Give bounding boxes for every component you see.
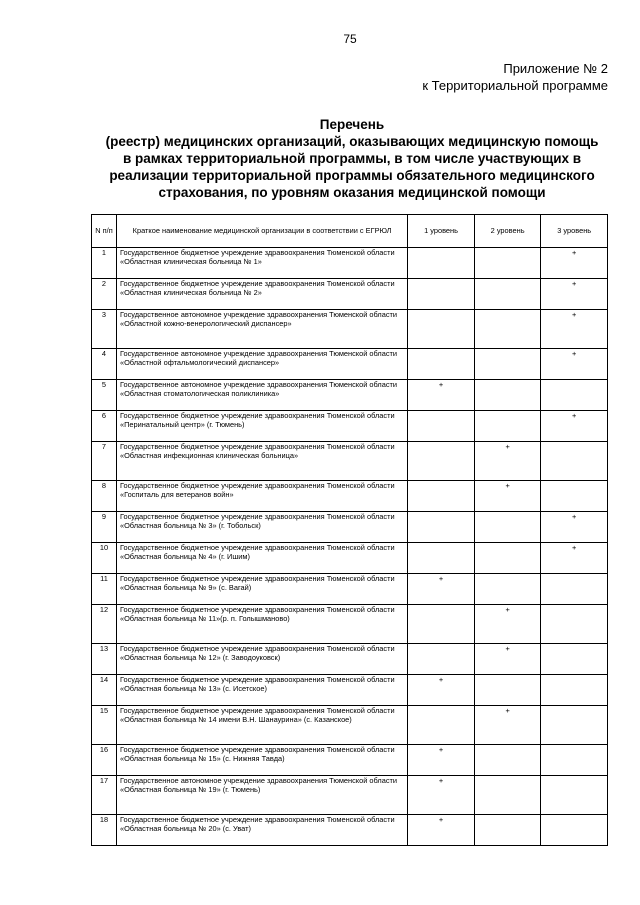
row-number: 5 bbox=[92, 380, 117, 411]
level-1-mark bbox=[408, 279, 475, 310]
table-row bbox=[92, 776, 608, 815]
level-3-mark bbox=[541, 815, 608, 846]
organization-name: Государственное автономное учреждение здравоохранения Тюменской области «Областная стоматологическая поликлиника» bbox=[116, 380, 407, 411]
level-3-mark: + bbox=[541, 349, 608, 380]
organization-name: Государственное бюджетное учреждение здравоохранения Тюменской области «Областная клиническая больница № 2» bbox=[116, 279, 407, 310]
table-row bbox=[92, 644, 608, 675]
table-row bbox=[92, 481, 608, 512]
level-2-mark: + bbox=[474, 706, 541, 745]
table-row bbox=[92, 512, 608, 543]
table-row bbox=[92, 605, 608, 644]
row-number: 2 bbox=[92, 279, 117, 310]
table-row bbox=[92, 248, 608, 279]
level-2-mark bbox=[474, 675, 541, 706]
organization-name: Государственное автономное учреждение здравоохранения Тюменской области «Областной кожно-венерологический диспансер» bbox=[116, 310, 407, 349]
level-1-mark bbox=[408, 349, 475, 380]
level-2-mark bbox=[474, 776, 541, 815]
title-line-4: реализации территориальной программы обязательного медицинского bbox=[109, 168, 595, 183]
title-line-2: (реестр) медицинских организаций, оказывающих медицинскую помощь bbox=[105, 134, 599, 149]
level-1-mark: + bbox=[408, 574, 475, 605]
level-2-mark bbox=[474, 512, 541, 543]
row-number: 16 bbox=[92, 745, 117, 776]
level-1-mark bbox=[408, 605, 475, 644]
level-2-mark: + bbox=[474, 644, 541, 675]
level-1-mark bbox=[408, 481, 475, 512]
table-row bbox=[92, 349, 608, 380]
row-number: 17 bbox=[92, 776, 117, 815]
level-1-mark bbox=[408, 248, 475, 279]
level-1-mark bbox=[408, 706, 475, 745]
table-row bbox=[92, 279, 608, 310]
row-number: 12 bbox=[92, 605, 117, 644]
table-row bbox=[92, 706, 608, 745]
level-2-mark: + bbox=[474, 481, 541, 512]
level-3-mark: + bbox=[541, 411, 608, 442]
level-3-mark bbox=[541, 706, 608, 745]
header-level-1: 1 уровень bbox=[408, 215, 475, 248]
title-line-5: страхования, по уровням оказания медицинской помощи bbox=[158, 185, 546, 200]
level-3-mark bbox=[541, 481, 608, 512]
row-number: 8 bbox=[92, 481, 117, 512]
row-number: 14 bbox=[92, 675, 117, 706]
level-3-mark bbox=[541, 675, 608, 706]
organization-name: Государственное бюджетное учреждение здравоохранения Тюменской области «Областная больница № 3» (г. Тобольск) bbox=[116, 512, 407, 543]
level-2-mark bbox=[474, 543, 541, 574]
level-3-mark: + bbox=[541, 279, 608, 310]
title-line-1: Перечень bbox=[319, 117, 385, 132]
level-1-mark bbox=[408, 442, 475, 481]
level-1-mark bbox=[408, 512, 475, 543]
level-2-mark bbox=[474, 815, 541, 846]
row-number: 7 bbox=[92, 442, 117, 481]
level-3-mark bbox=[541, 574, 608, 605]
organization-name: Государственное бюджетное учреждение здравоохранения Тюменской области «Областная больница № 11»(р. п. Голышманово) bbox=[116, 605, 407, 644]
level-1-mark: + bbox=[408, 380, 475, 411]
header-name: Краткое наименование медицинской организации в соответствии с ЕГРЮЛ bbox=[116, 215, 407, 248]
level-3-mark: + bbox=[541, 543, 608, 574]
organization-name: Государственное бюджетное учреждение здравоохранения Тюменской области «Областная больница № 9» (с. Вагай) bbox=[116, 574, 407, 605]
title-line-3: в рамках территориальной программы, в том числе участвующих в bbox=[122, 151, 582, 166]
level-3-mark bbox=[541, 605, 608, 644]
level-1-mark: + bbox=[408, 815, 475, 846]
level-1-mark bbox=[408, 411, 475, 442]
level-3-mark bbox=[541, 380, 608, 411]
level-2-mark bbox=[474, 411, 541, 442]
organization-name: Государственное бюджетное учреждение здравоохранения Тюменской области «Областная клиническая больница № 1» bbox=[116, 248, 407, 279]
level-2-mark bbox=[474, 279, 541, 310]
row-number: 11 bbox=[92, 574, 117, 605]
table-row bbox=[92, 380, 608, 411]
level-2-mark bbox=[474, 310, 541, 349]
table-row bbox=[92, 815, 608, 846]
level-3-mark bbox=[541, 644, 608, 675]
level-2-mark bbox=[474, 574, 541, 605]
table-row bbox=[92, 442, 608, 481]
row-number: 3 bbox=[92, 310, 117, 349]
page-number: 75 bbox=[343, 32, 357, 46]
organization-name: Государственное бюджетное учреждение здравоохранения Тюменской области «Областная инфекционная клиническая больница» bbox=[116, 442, 407, 481]
row-number: 6 bbox=[92, 411, 117, 442]
row-number: 1 bbox=[92, 248, 117, 279]
level-2-mark bbox=[474, 745, 541, 776]
level-3-mark bbox=[541, 442, 608, 481]
level-3-mark: + bbox=[541, 310, 608, 349]
organization-name: Государственное бюджетное учреждение здравоохранения Тюменской области «Областная больница № 14 имени В.Н. Шанаурина» (с. Казанское) bbox=[116, 706, 407, 745]
level-1-mark bbox=[408, 644, 475, 675]
row-number: 13 bbox=[92, 644, 117, 675]
header-level-3: 3 уровень bbox=[541, 215, 608, 248]
appendix-line-1: Приложение № 2 bbox=[503, 61, 608, 76]
level-1-mark: + bbox=[408, 776, 475, 815]
appendix-caption bbox=[422, 60, 608, 94]
table-row bbox=[92, 411, 608, 442]
organization-name: Государственное бюджетное учреждение здравоохранения Тюменской области «Областная больница № 12» (г. Заводоуковск) bbox=[116, 644, 407, 675]
organization-name: Государственное автономное учреждение здравоохранения Тюменской области «Областной офтальмологический диспансер» bbox=[116, 349, 407, 380]
table-row bbox=[92, 543, 608, 574]
row-number: 10 bbox=[92, 543, 117, 574]
table-header-row bbox=[92, 215, 608, 248]
level-2-mark bbox=[474, 248, 541, 279]
level-2-mark bbox=[474, 349, 541, 380]
table-row bbox=[92, 574, 608, 605]
organization-name: Государственное бюджетное учреждение здравоохранения Тюменской области «Областная больница № 4» (г. Ишим) bbox=[116, 543, 407, 574]
level-2-mark: + bbox=[474, 605, 541, 644]
organization-name: Государственное бюджетное учреждение здравоохранения Тюменской области «Областная больница № 20» (с. Уват) bbox=[116, 815, 407, 846]
level-1-mark bbox=[408, 310, 475, 349]
row-number: 18 bbox=[92, 815, 117, 846]
row-number: 4 bbox=[92, 349, 117, 380]
level-3-mark: + bbox=[541, 248, 608, 279]
level-2-mark bbox=[474, 380, 541, 411]
organization-name: Государственное бюджетное учреждение здравоохранения Тюменской области «Перинатальный центр» (г. Тюмень) bbox=[116, 411, 407, 442]
level-3-mark: + bbox=[541, 512, 608, 543]
organization-name: Государственное бюджетное учреждение здравоохранения Тюменской области «Областная больница № 15» (с. Нижняя Тавда) bbox=[116, 745, 407, 776]
row-number: 15 bbox=[92, 706, 117, 745]
registry-table bbox=[91, 214, 608, 846]
level-1-mark: + bbox=[408, 675, 475, 706]
level-3-mark bbox=[541, 745, 608, 776]
organization-name: Государственное автономное учреждение здравоохранения Тюменской области «Областная больница № 19» (г. Тюмень) bbox=[116, 776, 407, 815]
document-title bbox=[72, 116, 632, 201]
organization-name: Государственное бюджетное учреждение здравоохранения Тюменской области «Областная больница № 13» (с. Исетское) bbox=[116, 675, 407, 706]
header-level-2: 2 уровень bbox=[474, 215, 541, 248]
table-row bbox=[92, 745, 608, 776]
table-body bbox=[92, 248, 608, 846]
row-number: 9 bbox=[92, 512, 117, 543]
table-row bbox=[92, 310, 608, 349]
organization-name: Государственное бюджетное учреждение здравоохранения Тюменской области «Госпиталь для ветеранов войн» bbox=[116, 481, 407, 512]
table-row bbox=[92, 675, 608, 706]
appendix-line-2: к Территориальной программе bbox=[422, 78, 608, 93]
level-1-mark: + bbox=[408, 745, 475, 776]
level-2-mark: + bbox=[474, 442, 541, 481]
level-1-mark bbox=[408, 543, 475, 574]
header-num: N п/п bbox=[92, 215, 117, 248]
level-3-mark bbox=[541, 776, 608, 815]
